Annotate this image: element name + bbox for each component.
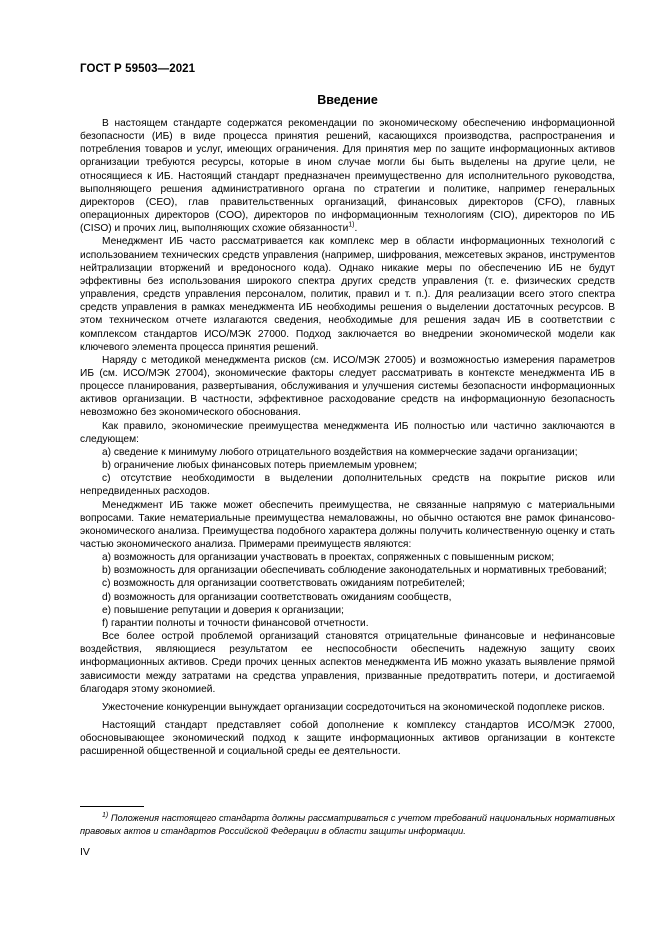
footnote-divider [80, 806, 144, 807]
paragraph: В настоящем стандарте содержатся рекомендации по экономическому обеспечению информационной безопасности (ИБ) в виде процесса принятия решений, касающихся производства, распространения и потребления товаров и услуг, имеющих ограничения. Для принятия мер по защите информационных активов организации требуются ресурсы, которые в ином случае могли бы быть выделены на другие цели, не относящиеся к ИБ. Настоящий стандарт предназначен преимущественно для исполнительного руководства, выполняющего решения административного органа по стратегии и политике, например генеральных директоров (CEO), глав правительственных организаций, финансовых директоров (CFO), главных операционных директоров (COO), директоров по информационным технологиям (CIO), директоров по ИБ (CISO) и прочих лиц, выполняющих схожие обязанности$^{1)}$. [80, 118, 615, 235]
list-item: а) сведение к минимуму любого отрицательного воздействия на коммерческие задачи организации; [102, 446, 578, 458]
footnote [80, 812, 615, 837]
paragraph: Ужесточение конкуренции вынуждает организации сосредоточиться на экономической подоплеке рисков. [102, 701, 605, 713]
standard-designation: ГОСТ Р 59503—2021 [80, 63, 196, 75]
list-item: с) отсутствие необходимости в выделении дополнительных средств на покрытие рисков или непредвиденных расходов. [80, 473, 615, 498]
document-body [80, 117, 615, 759]
paragraph: Все более острой проблемой организаций становятся отрицательные финансовые и нефинансовые воздействия, являющиеся результатом ее неспособности обеспечить надежную защиту своих информационных активов. Среди прочих ценных аспектов менеджмента ИБ можно указать выявление прямой зависимости между затратами на средства управления, призванные предотвратить потери, и достигаемой благодаря этому экономией. [80, 631, 615, 695]
list-item: а) возможность для организации участвовать в проектах, сопряженных с повышенным риском; [102, 552, 555, 564]
section-title: Введение [317, 93, 378, 107]
footnote-ref[interactable]: 1) [348, 221, 355, 229]
list-item: c) возможность для организации соответствовать ожиданиям потребителей; [102, 578, 465, 590]
paragraph: Наряду с методикой менеджмента рисков (см. ИСО/МЭК 27005) и возможностью измерения параметров ИБ (см. ИСО/МЭК 27004), экономические факторы следует рассматривать в контексте менеджмента ИБ в процессе планирования, развертывания, обслуживания и улучшения системы безопасности информационных активов организации. В частности, эффективное расходование средств на информационную безопасность невозможно без экономического обоснования. [80, 354, 615, 419]
list-item: e) повышение репутации и доверия к организации; [102, 604, 344, 616]
paragraph: Менеджмент ИБ также может обеспечить преимущества, не связанные напрямую с материальными вопросами. Такие нематериальные преимущества немаловажны, но обычно остаются вне рамок финансово-экономического анализа. Преимущества подобного характера должны получить количественную оценку и стать частью экономического анализа. Примерами преимуществ являются: [80, 499, 615, 550]
footnote-text: Положения настоящего стандарта должны рассматриваться с учетом требований национальных нормативных правовых актов и стандартов Российской Федерации в области защиты информации. [80, 813, 615, 836]
list-item: d) возможность для организации соответствовать ожиданиям сообществ, [102, 591, 452, 603]
paragraph: Настоящий стандарт представляет собой дополнение к комплексу стандартов ИСО/МЭК 27000, обосновывающее экономический подход к защите информационных активов организации в контексте расширенной общественной и социальной среды ее деятельности. [80, 720, 615, 758]
list-item: f) гарантии полноты и точности финансовой отчетности. [102, 617, 369, 629]
list-item: b) возможность для организации обеспечивать соблюдение законодательных и нормативных требований; [102, 565, 607, 577]
page-number: IV [80, 846, 90, 858]
paragraph: Менеджмент ИБ часто рассматривается как комплекс мер в области информационных технологий с использованием технических средств управления (например, шифрования, межсетевых экранов, инструментов нейтрализации вторжений и вредоносного кода). Однако никакие меры по обеспечению ИБ не будут эффективны без использования широкого спектра других средств управления (т. е. физических средств управления, средств управления персоналом, политик, правил и т. п.). Для реализации всего этого спектра средств управления в рамках менеджмента ИБ необходимы решения о выделении достаточных ресурсов. В этом техническом отчете излагаются сведения, необходимые для решения задач ИБ в соответствии с комплексом стандартов ИСО/МЭК 27000. Подход заключается во внедрении экономической модели как ключевого элемента процесса принятия решений. [80, 236, 615, 353]
footnote-mark: 1) [102, 811, 109, 819]
list-item: b) ограничение любых финансовых потерь приемлемым уровнем; [102, 460, 418, 472]
paragraph: Как правило, экономические преимущества менеджмента ИБ полностью или частично заключаются в следующем: [80, 420, 615, 445]
